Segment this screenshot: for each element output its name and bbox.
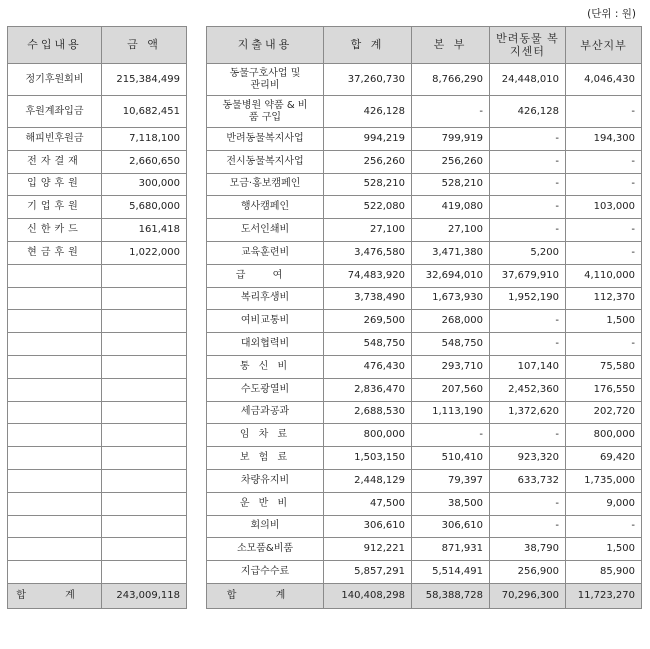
expense-busan: 75,580 <box>566 355 642 378</box>
empty-row <box>8 333 187 356</box>
income-header-amount: 금 액 <box>102 27 187 64</box>
expense-hq: 27,100 <box>412 219 490 242</box>
table-row <box>8 64 187 96</box>
expense-busan: 1,735,000 <box>566 469 642 492</box>
expense-label: 지급수수료 <box>207 561 324 584</box>
income-total-label: 합 계 <box>8 583 102 608</box>
expense-center: 1,372,620 <box>490 401 566 424</box>
expense-total: 912,221 <box>324 538 412 561</box>
expense-total: 476,430 <box>324 355 412 378</box>
table-row <box>207 561 642 584</box>
expense-label: 교육훈련비 <box>207 241 324 264</box>
expense-total: 269,500 <box>324 310 412 333</box>
expense-busan: 4,046,430 <box>566 64 642 96</box>
income-label: 신한카드 <box>8 219 102 242</box>
expense-total: 1,503,150 <box>324 447 412 470</box>
expense-busan: 194,300 <box>566 128 642 151</box>
expense-hq: 1,673,930 <box>412 287 490 310</box>
expense-total-sum: 140,408,298 <box>324 583 412 608</box>
income-total-amount: 243,009,118 <box>102 583 187 608</box>
table-row <box>207 219 642 242</box>
expense-total: 47,500 <box>324 492 412 515</box>
expense-label: 세금과공과 <box>207 401 324 424</box>
expense-total: 800,000 <box>324 424 412 447</box>
expense-hq: 548,750 <box>412 333 490 356</box>
income-header-row <box>8 27 187 64</box>
income-amount: 10,682,451 <box>102 96 187 128</box>
expense-busan: 4,110,000 <box>566 264 642 287</box>
table-row <box>8 219 187 242</box>
expense-hq: 207,560 <box>412 378 490 401</box>
table-row <box>207 333 642 356</box>
expense-label: 반려동물복지사업 <box>207 128 324 151</box>
expense-total: 3,738,490 <box>324 287 412 310</box>
empty-row <box>8 310 187 333</box>
table-row <box>207 447 642 470</box>
expense-label: 도서인쇄비 <box>207 219 324 242</box>
expense-center: 1,952,190 <box>490 287 566 310</box>
income-label: 정기후원회비 <box>8 64 102 96</box>
expense-total: 2,448,129 <box>324 469 412 492</box>
expense-center: - <box>490 515 566 538</box>
expense-busan: - <box>566 333 642 356</box>
expense-total: 3,476,580 <box>324 241 412 264</box>
expense-busan: - <box>566 241 642 264</box>
expense-hq: 419,080 <box>412 196 490 219</box>
expense-center: 426,128 <box>490 96 566 128</box>
expense-hq: 8,766,290 <box>412 64 490 96</box>
empty-row <box>8 355 187 378</box>
table-row <box>8 173 187 196</box>
expense-label: 보 험 료 <box>207 447 324 470</box>
expense-label: 운 반 비 <box>207 492 324 515</box>
expense-label: 동물병원 약품 & 비품 구입 <box>207 96 324 128</box>
expense-hq: 256,260 <box>412 150 490 173</box>
expense-hq: 79,397 <box>412 469 490 492</box>
table-row <box>207 310 642 333</box>
expense-total-busan: 11,723,270 <box>566 583 642 608</box>
expense-total: 74,483,920 <box>324 264 412 287</box>
expense-hq: - <box>412 424 490 447</box>
expense-label: 여비교통비 <box>207 310 324 333</box>
income-total-row <box>8 583 187 608</box>
expense-busan: - <box>566 96 642 128</box>
table-row <box>207 469 642 492</box>
expense-center: 5,200 <box>490 241 566 264</box>
table-row <box>207 241 642 264</box>
income-header-item: 수입내용 <box>8 27 102 64</box>
income-amount: 215,384,499 <box>102 64 187 96</box>
expense-busan: 112,370 <box>566 287 642 310</box>
expense-center: 38,790 <box>490 538 566 561</box>
expense-label: 대외협력비 <box>207 333 324 356</box>
expense-hq: 32,694,010 <box>412 264 490 287</box>
unit-label: (단위 : 원) <box>587 8 636 20</box>
expense-header-total: 합 계 <box>324 27 412 64</box>
table-row <box>207 424 642 447</box>
table-row <box>207 287 642 310</box>
empty-row <box>8 378 187 401</box>
table-row <box>207 538 642 561</box>
expense-hq: 293,710 <box>412 355 490 378</box>
expense-total: 2,836,470 <box>324 378 412 401</box>
expense-busan: 9,000 <box>566 492 642 515</box>
expense-header-row <box>207 27 642 64</box>
table-row <box>207 264 642 287</box>
expense-label: 수도광열비 <box>207 378 324 401</box>
expense-hq: 38,500 <box>412 492 490 515</box>
empty-row <box>8 401 187 424</box>
expense-busan: 1,500 <box>566 310 642 333</box>
table-row <box>207 64 642 96</box>
expense-busan: 800,000 <box>566 424 642 447</box>
empty-row <box>8 424 187 447</box>
expense-total: 528,210 <box>324 173 412 196</box>
expense-busan: - <box>566 150 642 173</box>
table-row <box>8 128 187 151</box>
income-label: 후원계좌입금 <box>8 96 102 128</box>
expense-header-busan: 부산지부 <box>566 27 642 64</box>
expense-hq: 5,514,491 <box>412 561 490 584</box>
table-row <box>207 96 642 128</box>
income-table <box>7 26 187 609</box>
expense-total-hq: 58,388,728 <box>412 583 490 608</box>
income-label: 현금후원 <box>8 241 102 264</box>
table-row <box>207 515 642 538</box>
expense-busan: 176,550 <box>566 378 642 401</box>
expense-table <box>206 26 642 609</box>
expense-center: 24,448,010 <box>490 64 566 96</box>
expense-hq: 306,610 <box>412 515 490 538</box>
expense-header-item: 지출내용 <box>207 27 324 64</box>
expense-hq: 528,210 <box>412 173 490 196</box>
table-row <box>8 150 187 173</box>
empty-row <box>8 492 187 515</box>
table-row <box>207 173 642 196</box>
table-row <box>207 492 642 515</box>
expense-total: 256,260 <box>324 150 412 173</box>
empty-row <box>8 447 187 470</box>
expense-total: 426,128 <box>324 96 412 128</box>
expense-busan: - <box>566 219 642 242</box>
expense-total: 548,750 <box>324 333 412 356</box>
expense-hq: 3,471,380 <box>412 241 490 264</box>
income-amount: 1,022,000 <box>102 241 187 264</box>
empty-row <box>8 561 187 584</box>
income-label: 기업후원 <box>8 196 102 219</box>
expense-busan: 103,000 <box>566 196 642 219</box>
expense-center: - <box>490 310 566 333</box>
table-row <box>207 150 642 173</box>
expense-label: 급 여 <box>207 264 324 287</box>
expense-header-hq: 본 부 <box>412 27 490 64</box>
expense-busan: 1,500 <box>566 538 642 561</box>
expense-center: - <box>490 492 566 515</box>
expense-center: - <box>490 196 566 219</box>
income-amount: 161,418 <box>102 219 187 242</box>
expense-label: 복리후생비 <box>207 287 324 310</box>
expense-total: 37,260,730 <box>324 64 412 96</box>
expense-center: 633,732 <box>490 469 566 492</box>
expense-label: 임 차 료 <box>207 424 324 447</box>
table-row <box>207 401 642 424</box>
expense-center: 923,320 <box>490 447 566 470</box>
table-row <box>207 378 642 401</box>
expense-busan: - <box>566 173 642 196</box>
expense-label: 동물구호사업 및 관리비 <box>207 64 324 96</box>
empty-row <box>8 515 187 538</box>
expense-busan: - <box>566 515 642 538</box>
expense-center: - <box>490 219 566 242</box>
expense-total: 5,857,291 <box>324 561 412 584</box>
expense-label: 모금·홍보캠페인 <box>207 173 324 196</box>
empty-row <box>8 538 187 561</box>
expense-total: 994,219 <box>324 128 412 151</box>
expense-total-label: 합 계 <box>207 583 324 608</box>
expense-center: - <box>490 424 566 447</box>
expense-label: 소모품&비품 <box>207 538 324 561</box>
income-amount: 300,000 <box>102 173 187 196</box>
expense-hq: - <box>412 96 490 128</box>
expense-total: 306,610 <box>324 515 412 538</box>
expense-total-row <box>207 583 642 608</box>
expense-total: 27,100 <box>324 219 412 242</box>
income-label: 입양후원 <box>8 173 102 196</box>
empty-row <box>8 264 187 287</box>
table-row <box>8 241 187 264</box>
expense-busan: 85,900 <box>566 561 642 584</box>
income-amount: 2,660,650 <box>102 150 187 173</box>
expense-center: - <box>490 333 566 356</box>
expense-center: - <box>490 173 566 196</box>
expense-busan: 69,420 <box>566 447 642 470</box>
expense-center: 107,140 <box>490 355 566 378</box>
expense-hq: 268,000 <box>412 310 490 333</box>
empty-row <box>8 287 187 310</box>
income-amount: 7,118,100 <box>102 128 187 151</box>
income-label: 전자결재 <box>8 150 102 173</box>
expense-label: 회의비 <box>207 515 324 538</box>
table-row <box>207 355 642 378</box>
expense-label: 행사캠페인 <box>207 196 324 219</box>
expense-center: 256,900 <box>490 561 566 584</box>
expense-busan: 202,720 <box>566 401 642 424</box>
empty-row <box>8 469 187 492</box>
income-amount: 5,680,000 <box>102 196 187 219</box>
expense-total: 2,688,530 <box>324 401 412 424</box>
expense-center: 37,679,910 <box>490 264 566 287</box>
expense-label: 전시동물복지사업 <box>207 150 324 173</box>
expense-hq: 799,919 <box>412 128 490 151</box>
expense-hq: 1,113,190 <box>412 401 490 424</box>
expense-total-center: 70,296,300 <box>490 583 566 608</box>
expense-hq: 510,410 <box>412 447 490 470</box>
expense-center: 2,452,360 <box>490 378 566 401</box>
income-label: 해피빈후원금 <box>8 128 102 151</box>
expense-center: - <box>490 128 566 151</box>
table-row <box>207 196 642 219</box>
table-row <box>207 128 642 151</box>
expense-hq: 871,931 <box>412 538 490 561</box>
table-row <box>8 196 187 219</box>
expense-header-center: 반려동물 복지센터 <box>490 27 566 64</box>
expense-total: 522,080 <box>324 196 412 219</box>
expense-label: 차량유지비 <box>207 469 324 492</box>
expense-center: - <box>490 150 566 173</box>
table-row <box>8 96 187 128</box>
expense-label: 통 신 비 <box>207 355 324 378</box>
